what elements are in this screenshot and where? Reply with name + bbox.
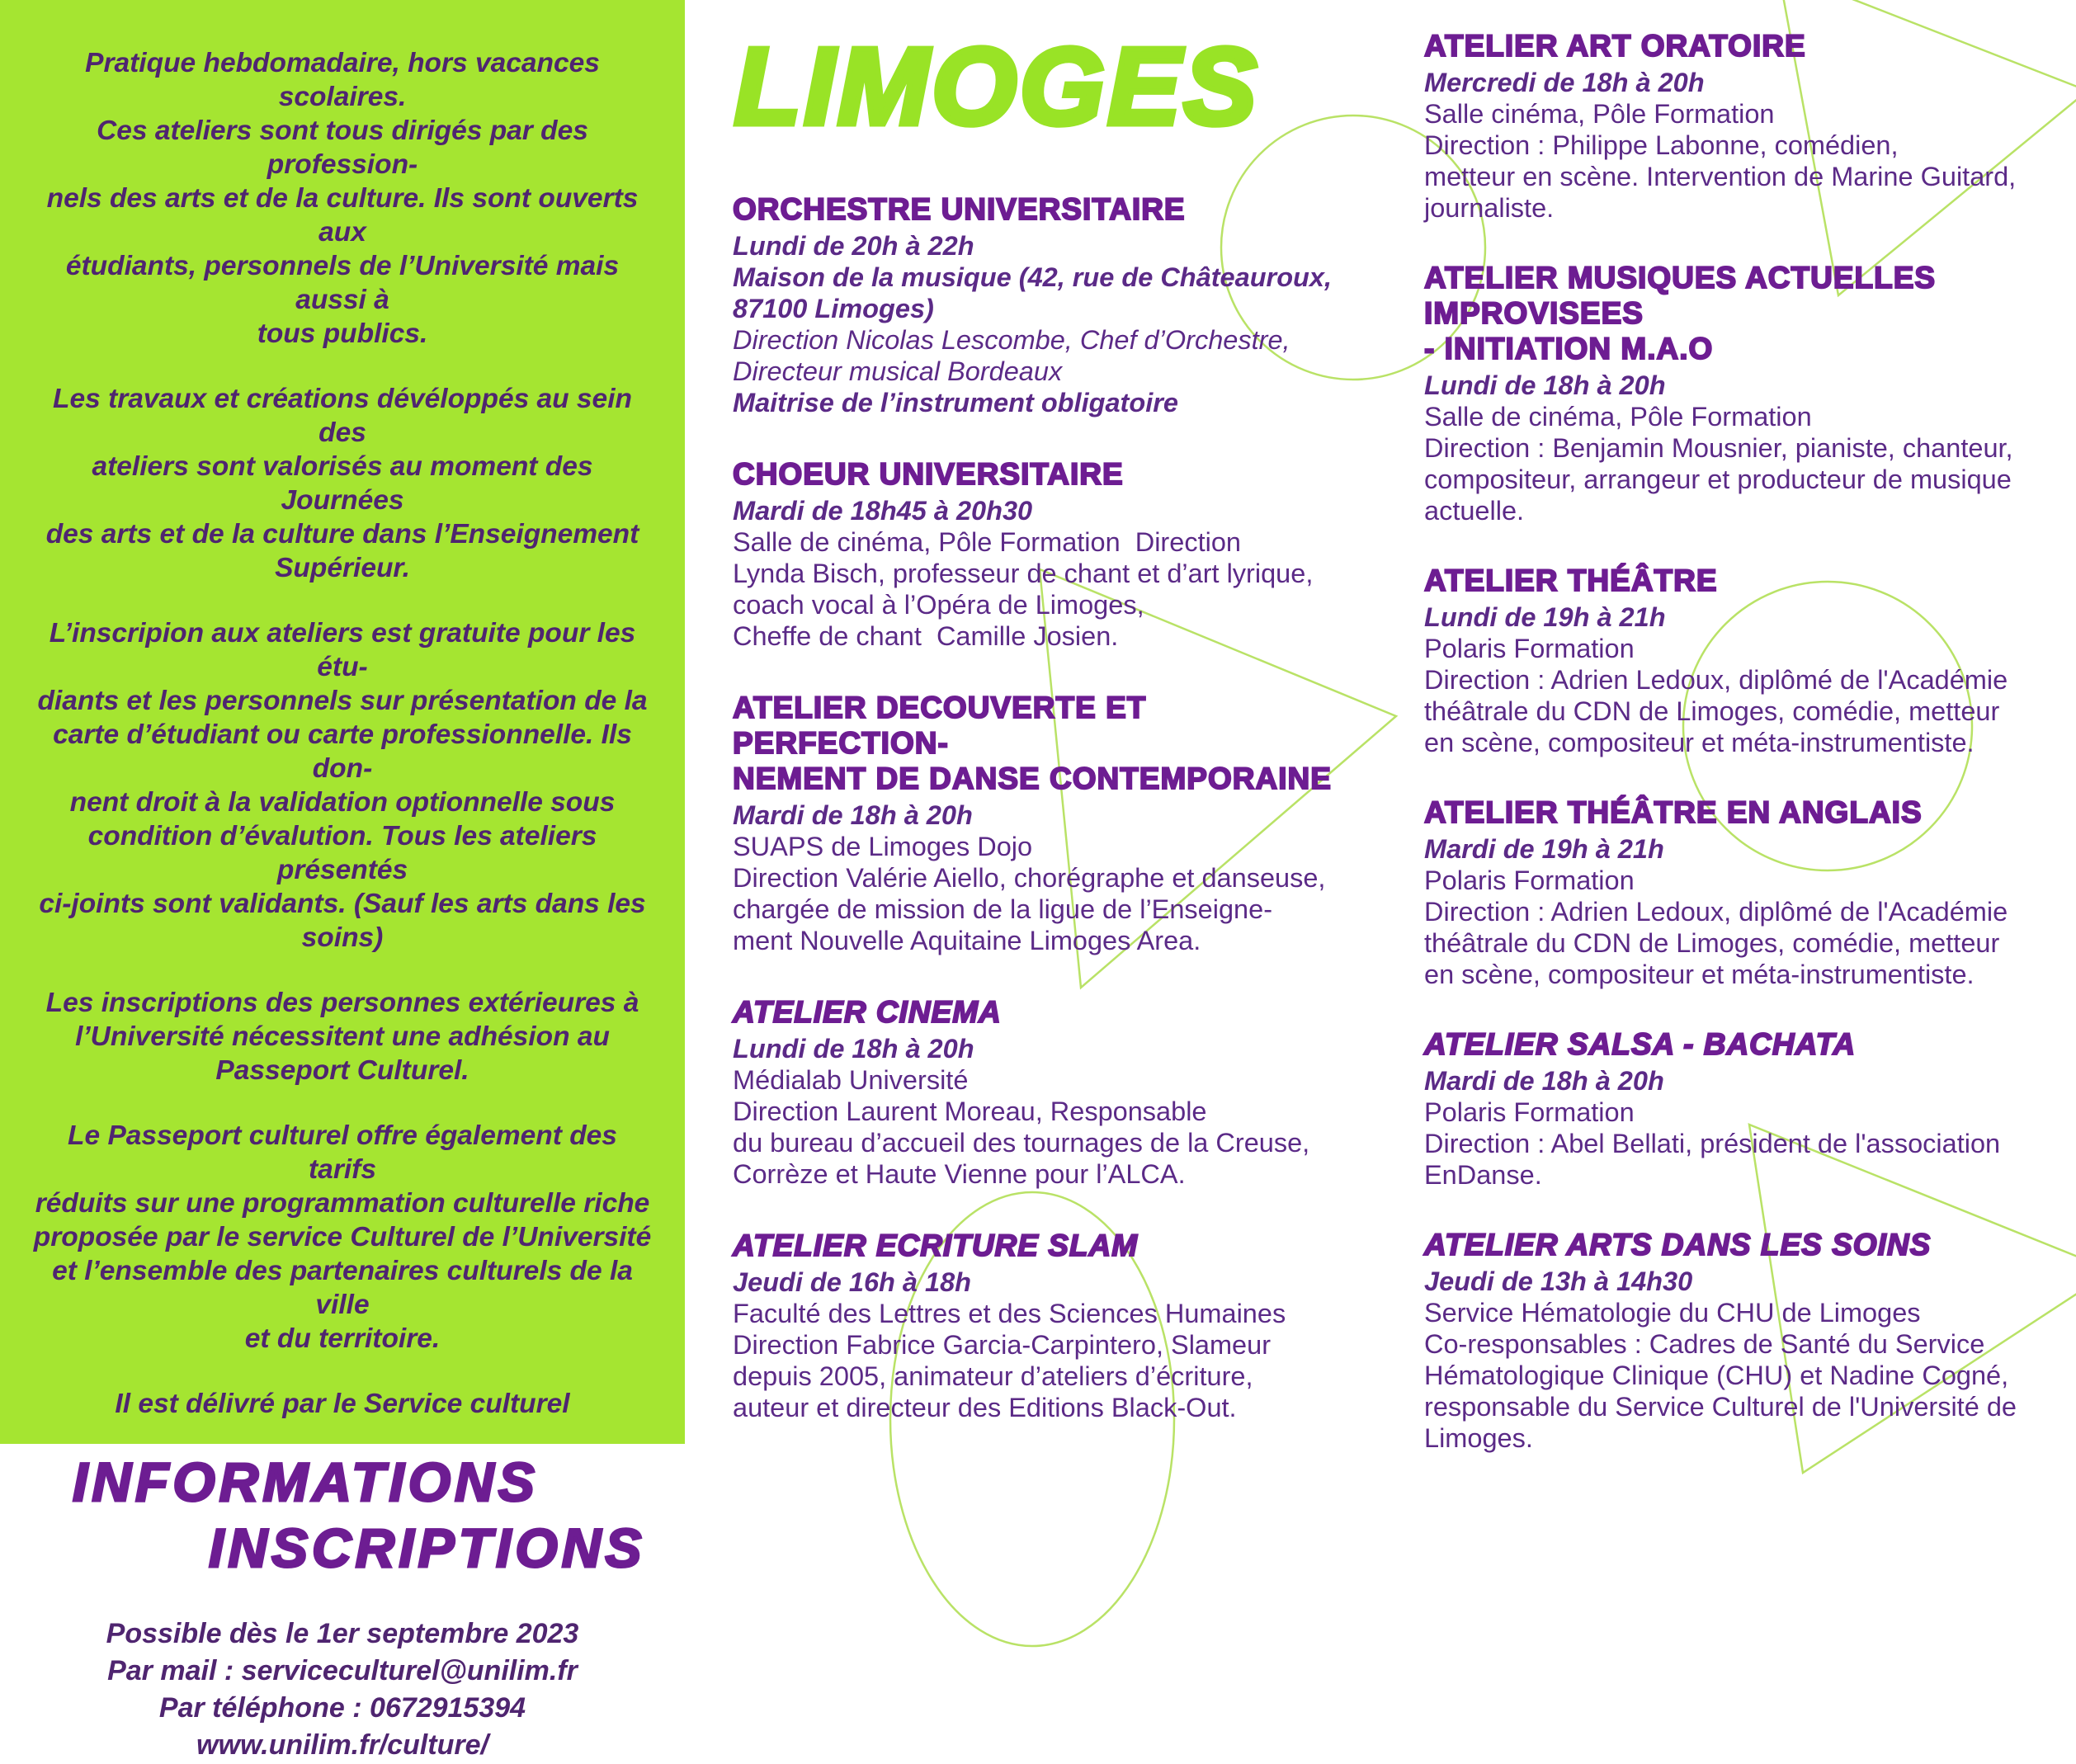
workshop-heading-line: ATELIER THÉÂTRE EN ANGLAIS (1424, 795, 1923, 829)
workshop-detail-line: Polaris Formation (1424, 1097, 1635, 1127)
workshop-heading (1424, 795, 2076, 830)
workshop-details (733, 1266, 1335, 1423)
workshop-detail-line: Maison de la musique (42, rue de Châteauroux, (733, 262, 1333, 292)
workshop-detail-line: Hématologique Clinique (CHU) et Nadine Cogné, (1424, 1361, 2009, 1390)
workshop-detail-line: auteur et directeur des Editions Black-Out. (733, 1393, 1237, 1422)
workshop-section (1424, 260, 2076, 526)
workshop-detail-line: Lundi de 20h à 22h (733, 231, 974, 261)
workshop-details (1424, 833, 2076, 990)
workshop-heading (733, 1228, 1335, 1263)
workshop-detail-line: journaliste. (1424, 193, 1555, 223)
workshop-detail-line: Lundi de 18h à 20h (733, 1034, 974, 1064)
intro-paragraph (31, 986, 653, 1087)
workshop-section (733, 191, 1335, 418)
workshop-detail-line: metteur en scène. Intervention de Marine Guitard, (1424, 162, 2017, 191)
intro-panel (0, 0, 685, 1761)
workshop-heading-line: ATELIER DECOUVERTE ET PERFECTION- (733, 691, 1147, 760)
workshop-heading-line: ATELIER ECRITURE SLAM (733, 1229, 1139, 1262)
workshop-details (733, 1033, 1335, 1190)
workshop-detail-line: théâtrale du CDN de Limoges, comédie, metteur (1424, 696, 2000, 726)
workshop-detail-line: actuelle. (1424, 496, 1525, 526)
intro-paragraph-line: diants et les personnels sur présentation de la (37, 686, 648, 716)
workshop-detail-line: Médialab Université (733, 1065, 969, 1095)
workshop-details (733, 799, 1335, 956)
workshop-details (1424, 1266, 2076, 1454)
workshop-heading-line: NEMENT DE DANSE CONTEMPORAINE (733, 762, 1332, 795)
intro-paragraph-line: étudiants, personnels de l’Université mais aussi à (65, 251, 620, 315)
workshop-detail-line: Service Hématologie du CHU de Limoges (1424, 1298, 1921, 1328)
intro-paragraph-line: Les inscriptions des personnes extérieures à (45, 988, 639, 1018)
workshop-detail-line: Direction : Abel Bellati, président de l'association (1424, 1129, 2001, 1158)
workshop-detail-line: en scène, compositeur et méta-instrumentiste. (1424, 728, 1975, 757)
intro-paragraph-line: réduits sur une programmation culturelle riche (35, 1188, 650, 1219)
informations-title-line: INFORMATIONS (73, 1451, 539, 1512)
workshop-heading (1424, 1227, 2076, 1262)
intro-paragraph-line: carte d’étudiant ou carte professionnelle. Ils don- (53, 719, 632, 784)
workshop-detail-line: du bureau d’accueil des tournages de la Creuse, (733, 1128, 1310, 1158)
intro-paragraph-line: soins) (301, 922, 384, 953)
workshop-detail-line: Mardi de 18h45 à 20h30 (733, 496, 1033, 526)
intro-paragraph-line: proposée par le service Culturel de l’Université (33, 1222, 652, 1252)
intro-paragraph-line: l’Université nécessitent une adhésion au (75, 1021, 610, 1052)
intro-paragraph-line: Passeport Culturel. (215, 1055, 469, 1086)
workshop-heading-line: ORCHESTRE UNIVERSITAIRE (733, 192, 1186, 226)
workshop-section (733, 994, 1335, 1190)
workshop-section (733, 456, 1335, 652)
intro-paragraph-line: L’inscripion aux ateliers est gratuite pour les étu- (49, 618, 636, 682)
intro-paragraph-line: Il est délivré par le Service culturel (115, 1389, 570, 1419)
workshop-detail-line: Salle de cinéma, Pôle Formation Direction (733, 527, 1241, 557)
inscriptions-title-line: INSCRIPTIONS (209, 1517, 646, 1578)
workshop-detail-line: 87100 Limoges) (733, 294, 934, 323)
workshop-section (1424, 563, 2076, 758)
workshop-detail-line: Jeudi de 13h à 14h30 (1424, 1266, 1693, 1296)
workshop-detail-line: EnDanse. (1424, 1160, 1542, 1190)
workshop-heading-line: ATELIER SALSA - BACHATA (1424, 1027, 1857, 1061)
intro-paragraph-line: Supérieur. (275, 553, 410, 583)
intro-paragraph-line: Le Passeport culturel offre également des tarifs (68, 1120, 617, 1185)
intro-paragraph-line: nent droit à la validation optionnelle sous (69, 787, 616, 818)
workshop-heading (1424, 1026, 2076, 1062)
workshop-detail-line: chargée de mission de la ligue de l’Enseigne- (733, 894, 1273, 924)
workshop-detail-line: depuis 2005, animateur d’ateliers d’écriture, (733, 1361, 1253, 1391)
workshop-detail-line: coach vocal à l’Opéra de Limoges, (733, 590, 1144, 620)
workshop-heading-line: - INITIATION M.A.O (1424, 332, 1714, 366)
workshop-section (1424, 1227, 2076, 1454)
workshop-detail-line: Direction Laurent Moreau, Responsable (733, 1097, 1207, 1126)
workshop-section (1424, 1026, 2076, 1191)
workshop-detail-line: Mardi de 19h à 21h (1424, 834, 1664, 864)
right-column (1424, 28, 2076, 1454)
workshop-heading-line: ATELIER THÉÂTRE (1424, 564, 1718, 597)
workshop-detail-line: Faculté des Lettres et des Sciences Humaines (733, 1299, 1286, 1328)
intro-paragraph (31, 382, 653, 585)
workshop-detail-line: Polaris Formation (1424, 865, 1635, 895)
contact-date-line: Possible dès le 1er septembre 2023 (106, 1618, 579, 1649)
workshop-detail-line: Co-responsables : Cadres de Santé du Service (1424, 1329, 1985, 1359)
intro-paragraph-line: des arts et de la culture dans l’Enseignement (45, 519, 639, 549)
intro-paragraph-line: tous publics. (257, 318, 428, 349)
workshop-details (1424, 370, 2076, 526)
workshop-details (1424, 601, 2076, 758)
intro-paragraph-line: ci-joints sont validants. (Sauf les arts dans les (39, 889, 646, 919)
middle-column (733, 25, 1335, 1423)
workshop-detail-line: ment Nouvelle Aquitaine Limoges Area. (733, 926, 1201, 955)
workshop-detail-line: Direction : Adrien Ledoux, diplômé de l'Académie (1424, 665, 2008, 695)
workshop-section (733, 1228, 1335, 1423)
workshop-detail-line: Cheffe de chant Camille Josien. (733, 621, 1119, 651)
intro-paragraph-line: Les travaux et créations dévéloppés au sein des (53, 384, 632, 448)
intro-paragraph-line: Ces ateliers sont tous dirigés par des profession- (97, 116, 588, 180)
workshop-detail-line: Salle cinéma, Pôle Formation (1424, 99, 1775, 129)
workshop-detail-line: Mercredi de 18h à 20h (1424, 68, 1705, 97)
workshop-heading (733, 456, 1335, 492)
intro-paragraph-line: et du territoire. (244, 1323, 441, 1354)
workshop-section (733, 690, 1335, 956)
workshop-detail-line: Lundi de 18h à 20h (1424, 370, 1666, 400)
workshop-detail-line: en scène, compositeur et méta-instrumentiste. (1424, 960, 1975, 989)
workshop-heading-line: ATELIER ART ORATOIRE (1424, 29, 1806, 63)
intro-paragraph-line: Pratique hebdomadaire, hors vacances scolaires. (85, 48, 600, 112)
intro-paragraph (31, 1387, 653, 1421)
workshop-details (733, 230, 1335, 418)
workshop-heading (1424, 260, 2076, 366)
workshop-heading (1424, 28, 2076, 64)
workshop-detail-line: Direction : Benjamin Mousnier, pianiste, chanteur, (1424, 433, 2013, 463)
workshop-detail-line: Direction Fabrice Garcia-Carpintero, Slameur (733, 1330, 1272, 1360)
workshop-detail-line: Mardi de 18h à 20h (1424, 1066, 1664, 1096)
workshop-detail-line: Mardi de 18h à 20h (733, 800, 973, 830)
contact-phone-line: Par téléphone : 0672915394 (158, 1692, 526, 1724)
workshop-section (1424, 795, 2076, 990)
workshop-detail-line: Directeur musical Bordeaux (733, 356, 1063, 386)
workshop-heading-line: ATELIER MUSIQUES ACTUELLES IMPROVISEES (1424, 261, 1937, 330)
workshop-detail-line: Limoges. (1424, 1423, 1533, 1453)
middle-sections (733, 191, 1335, 1423)
intro-paragraph-line: ateliers sont valorisés au moment des Journées (92, 451, 593, 516)
contact-website-line: www.unilim.fr/culture/ (196, 1729, 488, 1761)
intro-paragraph-line: condition d’évalution. Tous les ateliers présentés (87, 821, 597, 885)
intro-paragraphs (31, 46, 653, 1421)
intro-paragraph (31, 1119, 653, 1356)
workshop-heading-line: ATELIER CINEMA (733, 995, 1002, 1029)
workshop-section (1424, 28, 2076, 224)
workshop-heading (1424, 563, 2076, 598)
workshop-detail-line: responsable du Service Culturel de l'Université de (1424, 1392, 2017, 1422)
workshop-detail-line: Jeudi de 16h à 18h (733, 1267, 972, 1297)
workshop-detail-line: SUAPS de Limoges Dojo (733, 832, 1033, 861)
workshop-detail-line: Corrèze et Haute Vienne pour l’ALCA. (733, 1159, 1186, 1189)
workshop-heading (733, 994, 1335, 1030)
workshop-detail-line: Maitrise de l’instrument obligatoire (733, 388, 1178, 417)
workshop-detail-line: compositeur, arrangeur et producteur de musique (1424, 465, 2012, 494)
workshop-detail-line: Direction Valérie Aiello, chorégraphe et danseuse, (733, 863, 1326, 893)
intro-paragraph (31, 46, 653, 351)
workshop-detail-line: Lundi de 19h à 21h (1424, 602, 1666, 632)
workshop-details (1424, 1065, 2076, 1191)
workshop-detail-line: Direction Nicolas Lescombe, Chef d’Orchestre, (733, 325, 1290, 355)
workshop-details (733, 495, 1335, 652)
informations-inscriptions-title (31, 1449, 653, 1581)
intro-paragraph (31, 616, 653, 955)
workshop-details (1424, 67, 2076, 224)
intro-paragraph-line: et l’ensemble des partenaires culturels de la ville (52, 1256, 633, 1320)
workshop-detail-line: Salle de cinéma, Pôle Formation (1424, 402, 1812, 432)
contact-email-line: Par mail : serviceculturel@unilim.fr (107, 1655, 578, 1686)
contact-block (31, 1615, 653, 1764)
intro-paragraph-line: nels des arts et de la culture. Ils sont ouverts aux (46, 183, 639, 248)
workshop-heading-line: CHOEUR UNIVERSITAIRE (733, 457, 1124, 491)
workshop-heading (733, 191, 1335, 227)
workshop-detail-line: théâtrale du CDN de Limoges, comédie, metteur (1424, 928, 2000, 958)
workshop-heading (733, 690, 1335, 796)
workshop-detail-line: Polaris Formation (1424, 634, 1635, 663)
workshop-detail-line: Direction : Adrien Ledoux, diplômé de l'Académie (1424, 897, 2008, 927)
workshop-detail-line: Lynda Bisch, professeur de chant et d’art lyrique, (733, 559, 1314, 588)
city-title: LIMOGES (734, 26, 1260, 147)
right-sections (1424, 28, 2076, 1454)
workshop-detail-line: Direction : Philippe Labonne, comédien, (1424, 130, 1899, 160)
workshop-heading-line: ATELIER ARTS DANS LES SOINS (1424, 1228, 1932, 1262)
